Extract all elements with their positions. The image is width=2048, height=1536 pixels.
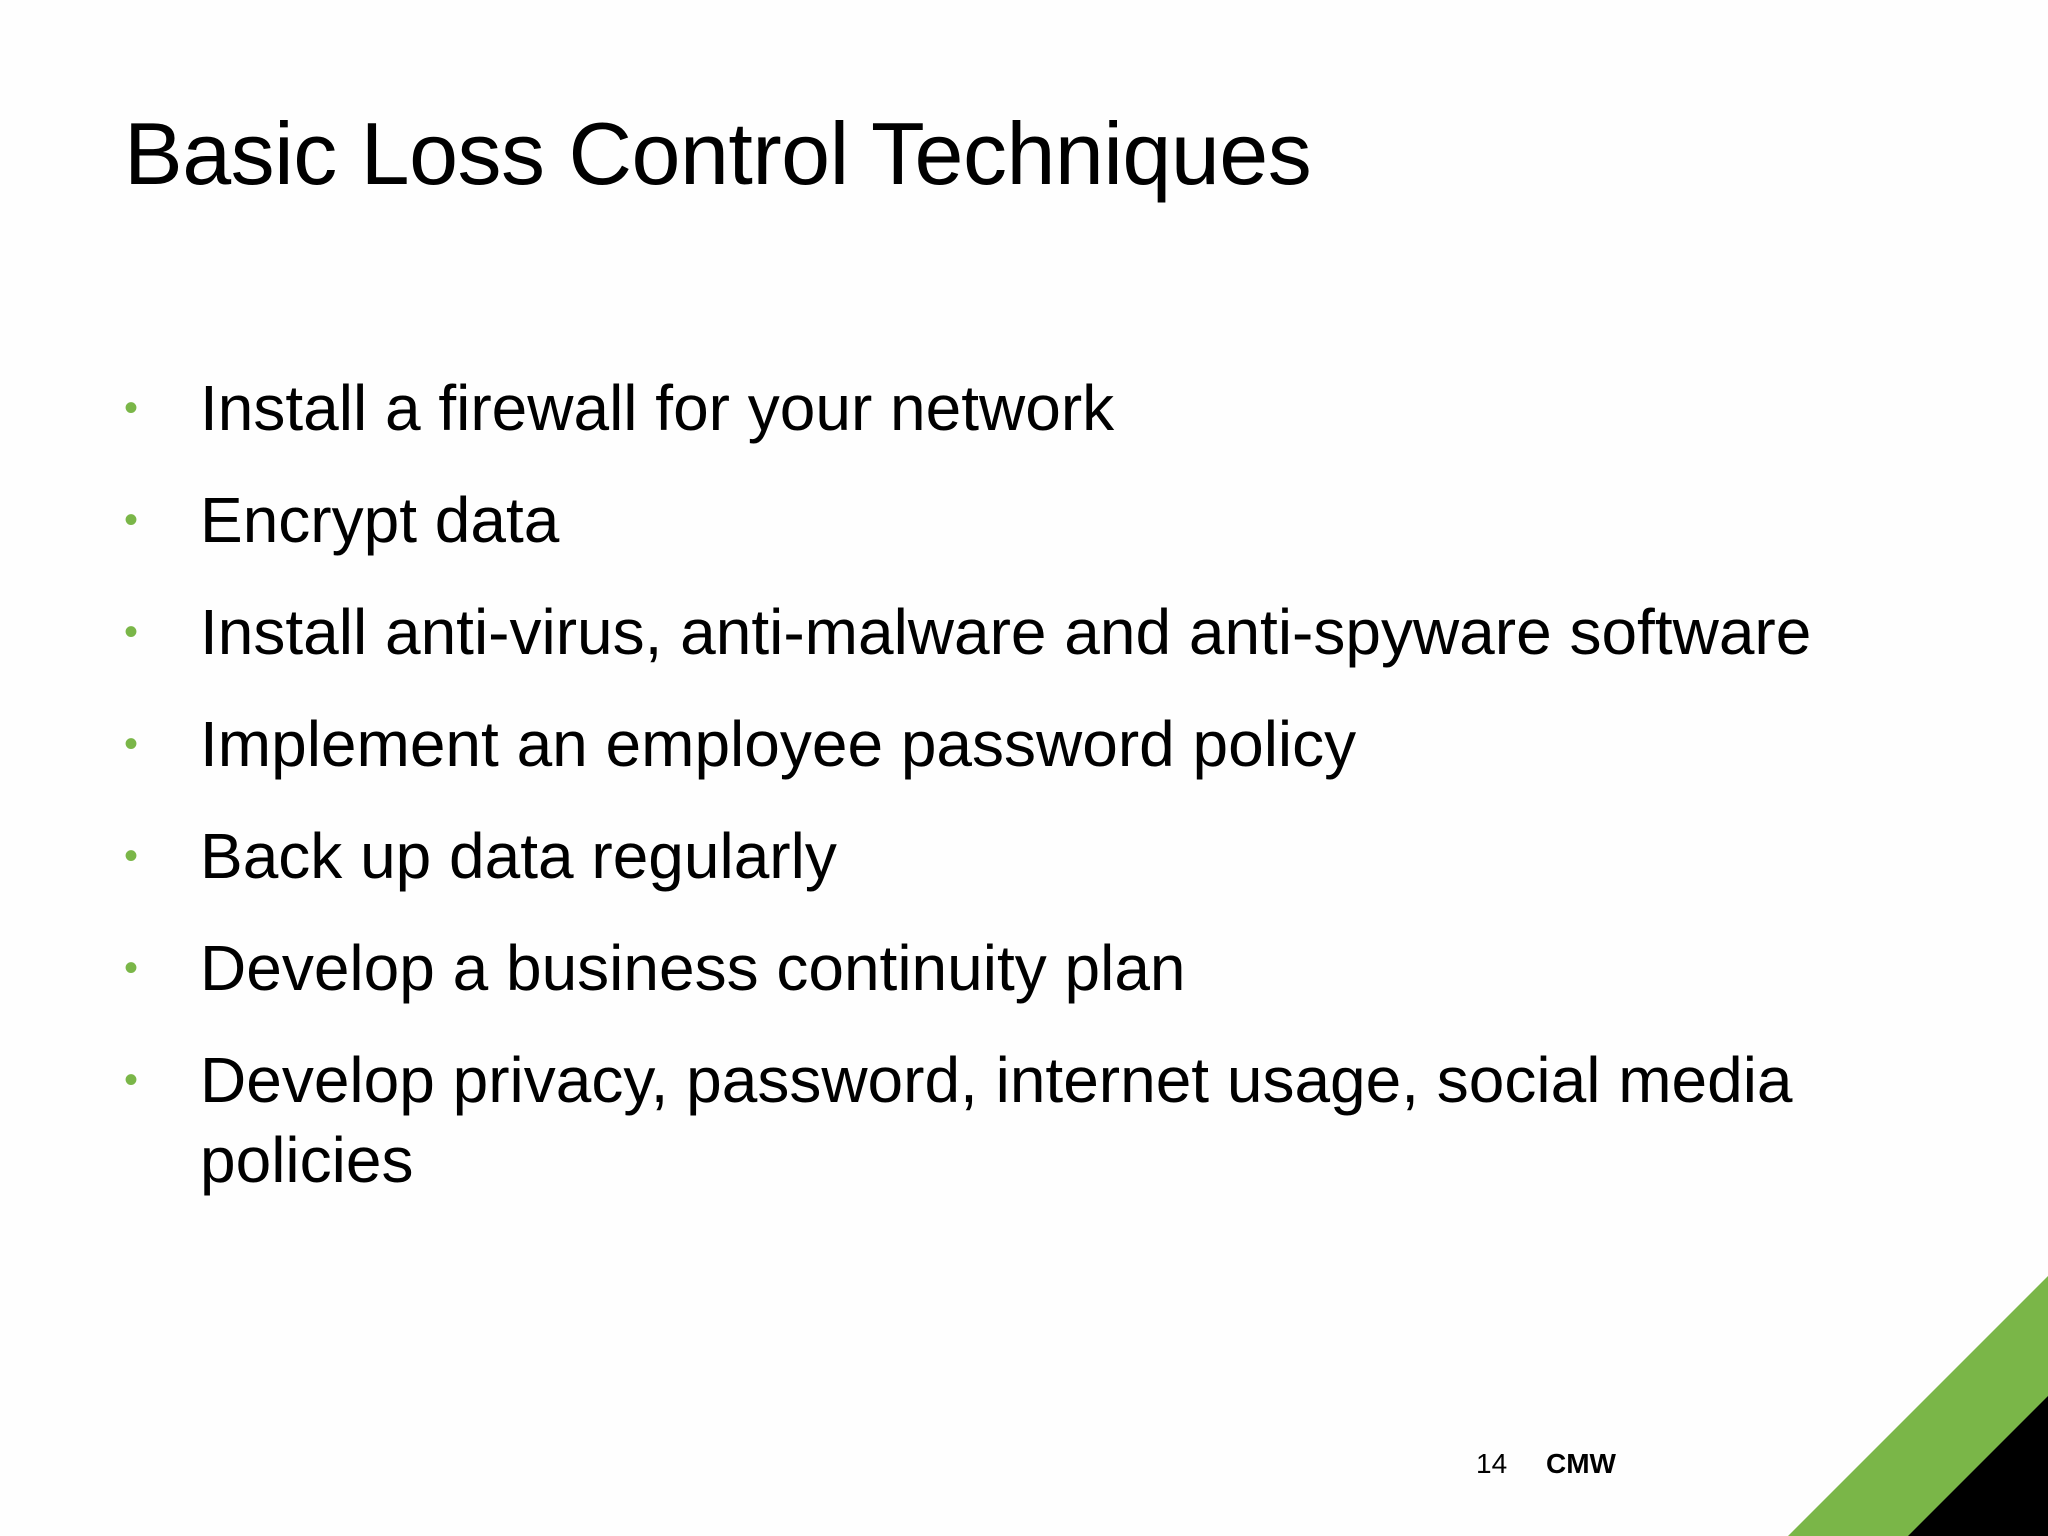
brand-logo-text: CMW: [1546, 1448, 1616, 1479]
bullet-item: [124, 368, 1984, 448]
bullet-item: [124, 592, 1984, 672]
bullet-icon: •: [124, 722, 139, 766]
bullet-icon: •: [124, 834, 139, 878]
bullet-item: [124, 928, 1984, 1008]
bullet-text: Implement an employee password policy: [200, 708, 1357, 780]
slide-title: Basic Loss Control Techniques: [124, 104, 1312, 203]
bullet-icon: •: [124, 498, 139, 542]
bullet-text: Encrypt data: [200, 484, 560, 556]
bullet-icon: •: [124, 946, 139, 990]
page-number: 14: [1476, 1448, 1508, 1479]
bullet-icon: •: [124, 1058, 139, 1102]
bullet-item: [124, 1040, 1984, 1200]
bullet-text: Develop privacy, password, internet usage, social media policies: [200, 1044, 1793, 1196]
bullet-icon: •: [124, 610, 139, 654]
bullet-item: [124, 704, 1984, 784]
bullet-item: [124, 816, 1984, 896]
bullet-item: [124, 480, 1984, 560]
bullet-text: Install a firewall for your network: [200, 372, 1115, 444]
bullet-icon: •: [124, 386, 139, 430]
bullet-list: [124, 368, 1984, 1232]
corner-triangle-icon: [1788, 1276, 2048, 1536]
bullet-text: Back up data regularly: [200, 820, 837, 892]
bullet-text: Develop a business continuity plan: [200, 932, 1186, 1004]
bullet-text: Install anti-virus, anti-malware and anti-spyware software: [200, 596, 1812, 668]
